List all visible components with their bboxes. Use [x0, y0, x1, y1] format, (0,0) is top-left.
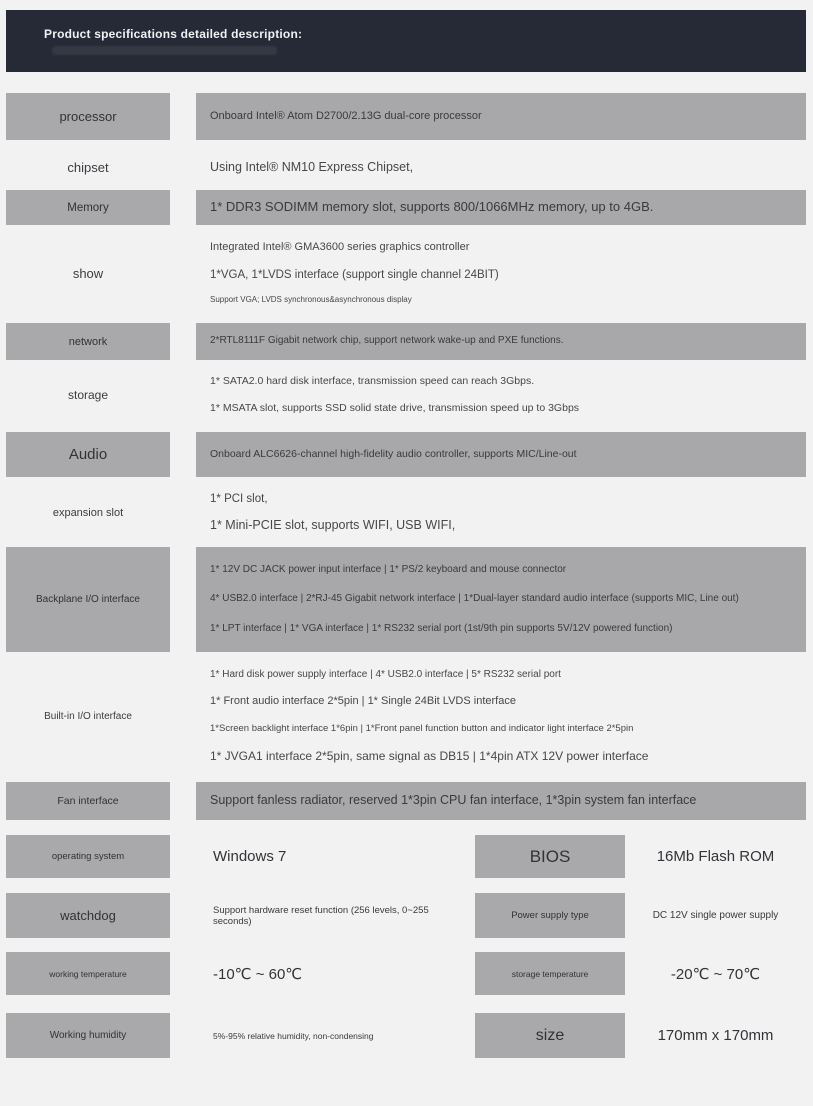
column-gap	[170, 480, 196, 545]
column-gap	[170, 1013, 196, 1058]
spec-line: 1* Mini-PCIE slot, supports WIFI, USB WIFI,	[210, 517, 456, 532]
spec-row-display	[6, 228, 806, 318]
spec-row-fan-interface	[6, 782, 806, 820]
column-gap	[170, 952, 196, 995]
row-label: Built-in I/O interface	[44, 711, 132, 722]
spec-line: 1* Hard disk power supply interface | 4* USB2.0 interface | 5* RS232 serial port	[210, 668, 561, 680]
row-value	[196, 655, 806, 778]
column-gap	[170, 782, 196, 820]
column-gap	[170, 145, 196, 190]
row-value	[196, 323, 806, 360]
spec-value: 16Mb Flash ROM	[656, 848, 775, 865]
row-label: network	[6, 323, 170, 360]
page-title: Product specifications detailed description:	[44, 27, 303, 41]
row-value	[196, 228, 806, 318]
column-gap	[170, 655, 196, 778]
column-gap	[170, 323, 196, 360]
spec-value: -20℃ ~ 70℃	[670, 965, 761, 983]
row-label: storage	[67, 388, 109, 402]
spec-line: Using Intel® NM10 Express Chipset,	[210, 159, 414, 174]
row-label: Audio	[6, 432, 170, 477]
spec-line: 1* 12V DC JACK power input interface | 1* PS/2 keyboard and mouse connector	[210, 563, 567, 575]
row-label: storage temperature	[475, 952, 625, 995]
row-label: show	[72, 265, 104, 281]
header-banner	[6, 10, 806, 72]
spec-line: 1* DDR3 SODIMM memory slot, supports 800/1066MHz memory, up to 4GB.	[210, 199, 654, 215]
row-value	[196, 547, 806, 652]
spec-line: Support fanless radiator, reserved 1*3pin CPU fan interface, 1*3pin system fan interface	[210, 793, 697, 808]
row-value	[196, 782, 806, 820]
row-label: operating system	[6, 835, 170, 878]
column-gap	[170, 893, 196, 938]
column-gap	[170, 190, 196, 225]
row-label: Backplane I/O interface	[6, 547, 170, 652]
spec-line: 1* LPT interface | 1* VGA interface | 1* RS232 serial port (1st/9th pin supports 5V/12V powered function)	[210, 622, 673, 634]
spec-row-watchdog-power	[6, 893, 806, 938]
spec-row-network	[6, 323, 806, 360]
spec-line: Support VGA; LVDS synchronous&asynchronous display	[210, 295, 412, 305]
row-value	[196, 480, 806, 545]
spec-line: 1* SATA2.0 hard disk interface, transmission speed can reach 3Gbps.	[210, 375, 535, 388]
column-gap	[170, 835, 196, 878]
spec-line: 2*RTL8111F Gigabit network chip, support network wake-up and PXE functions.	[210, 335, 564, 347]
spec-row-builtin-io	[6, 655, 806, 778]
spec-row-humidity-size	[6, 1013, 806, 1058]
spec-row-audio	[6, 432, 806, 477]
row-label: watchdog	[6, 893, 170, 938]
row-label: chipset	[67, 160, 109, 175]
column-gap	[170, 362, 196, 428]
row-label: Memory	[6, 190, 170, 225]
column-gap	[170, 432, 196, 477]
row-value	[196, 190, 806, 225]
spec-line: 1* JVGA1 interface 2*5pin, same signal as DB15 | 1*4pin ATX 12V power interface	[210, 749, 649, 763]
spec-line: Onboard Intel® Atom D2700/2.13G dual-core processor	[210, 109, 482, 122]
row-label: size	[475, 1013, 625, 1058]
spec-line: 1*VGA, 1*LVDS interface (support single channel 24BIT)	[210, 268, 499, 281]
row-label: expansion slot	[52, 506, 124, 519]
spec-line: Onboard ALC6626-channel high-fidelity audio controller, supports MIC/Line-out	[210, 447, 577, 460]
spec-row-storage	[6, 362, 806, 428]
row-label: Fan interface	[6, 782, 170, 820]
row-label: processor	[6, 93, 170, 140]
row-value	[196, 362, 806, 428]
spec-line: 1* Front audio interface 2*5pin | 1* Single 24Bit LVDS interface	[210, 695, 516, 708]
column-gap	[170, 228, 196, 318]
spec-line: 1* PCI slot,	[210, 492, 268, 505]
spec-line: 4* USB2.0 interface | 2*RJ-45 Gigabit network interface | 1*Dual-layer standard audio interface (supports MIC, Line out)	[210, 593, 739, 605]
column-gap	[170, 93, 196, 140]
row-value	[196, 145, 806, 190]
spec-value: DC 12V single power supply	[652, 910, 779, 921]
spec-row-os-bios	[6, 835, 806, 878]
spec-row-memory	[6, 190, 806, 225]
spec-row-expansion-slot	[6, 480, 806, 545]
spec-row-backplane-io	[6, 547, 806, 652]
spec-value: Windows 7	[213, 848, 287, 865]
row-label: working temperature	[6, 952, 170, 995]
spec-row-temperatures	[6, 952, 806, 995]
spec-row-chipset	[6, 145, 806, 190]
row-value	[196, 432, 806, 477]
row-label: BIOS	[475, 835, 625, 878]
spec-line: Integrated Intel® GMA3600 series graphics controller	[210, 240, 470, 253]
header-watermark-smudge	[52, 46, 277, 55]
row-value	[196, 93, 806, 140]
column-gap	[170, 547, 196, 652]
spec-row-processor	[6, 93, 806, 140]
spec-value: Support hardware reset function (256 levels, 0~255 seconds)	[213, 904, 429, 927]
spec-value: 5%-95% relative humidity, non-condensing	[213, 1030, 374, 1041]
row-label: Power supply type	[475, 893, 625, 938]
spec-line: 1* MSATA slot, supports SSD solid state drive, transmission speed up to 3Gbps	[210, 401, 580, 414]
spec-value: 170mm x 170mm	[657, 1027, 774, 1044]
row-label: Working humidity	[6, 1013, 170, 1058]
spec-value: -10℃ ~ 60℃	[213, 965, 303, 983]
spec-line: 1*Screen backlight interface 1*6pin | 1*Front panel function button and indicator light interface 2*5pin	[210, 723, 634, 735]
